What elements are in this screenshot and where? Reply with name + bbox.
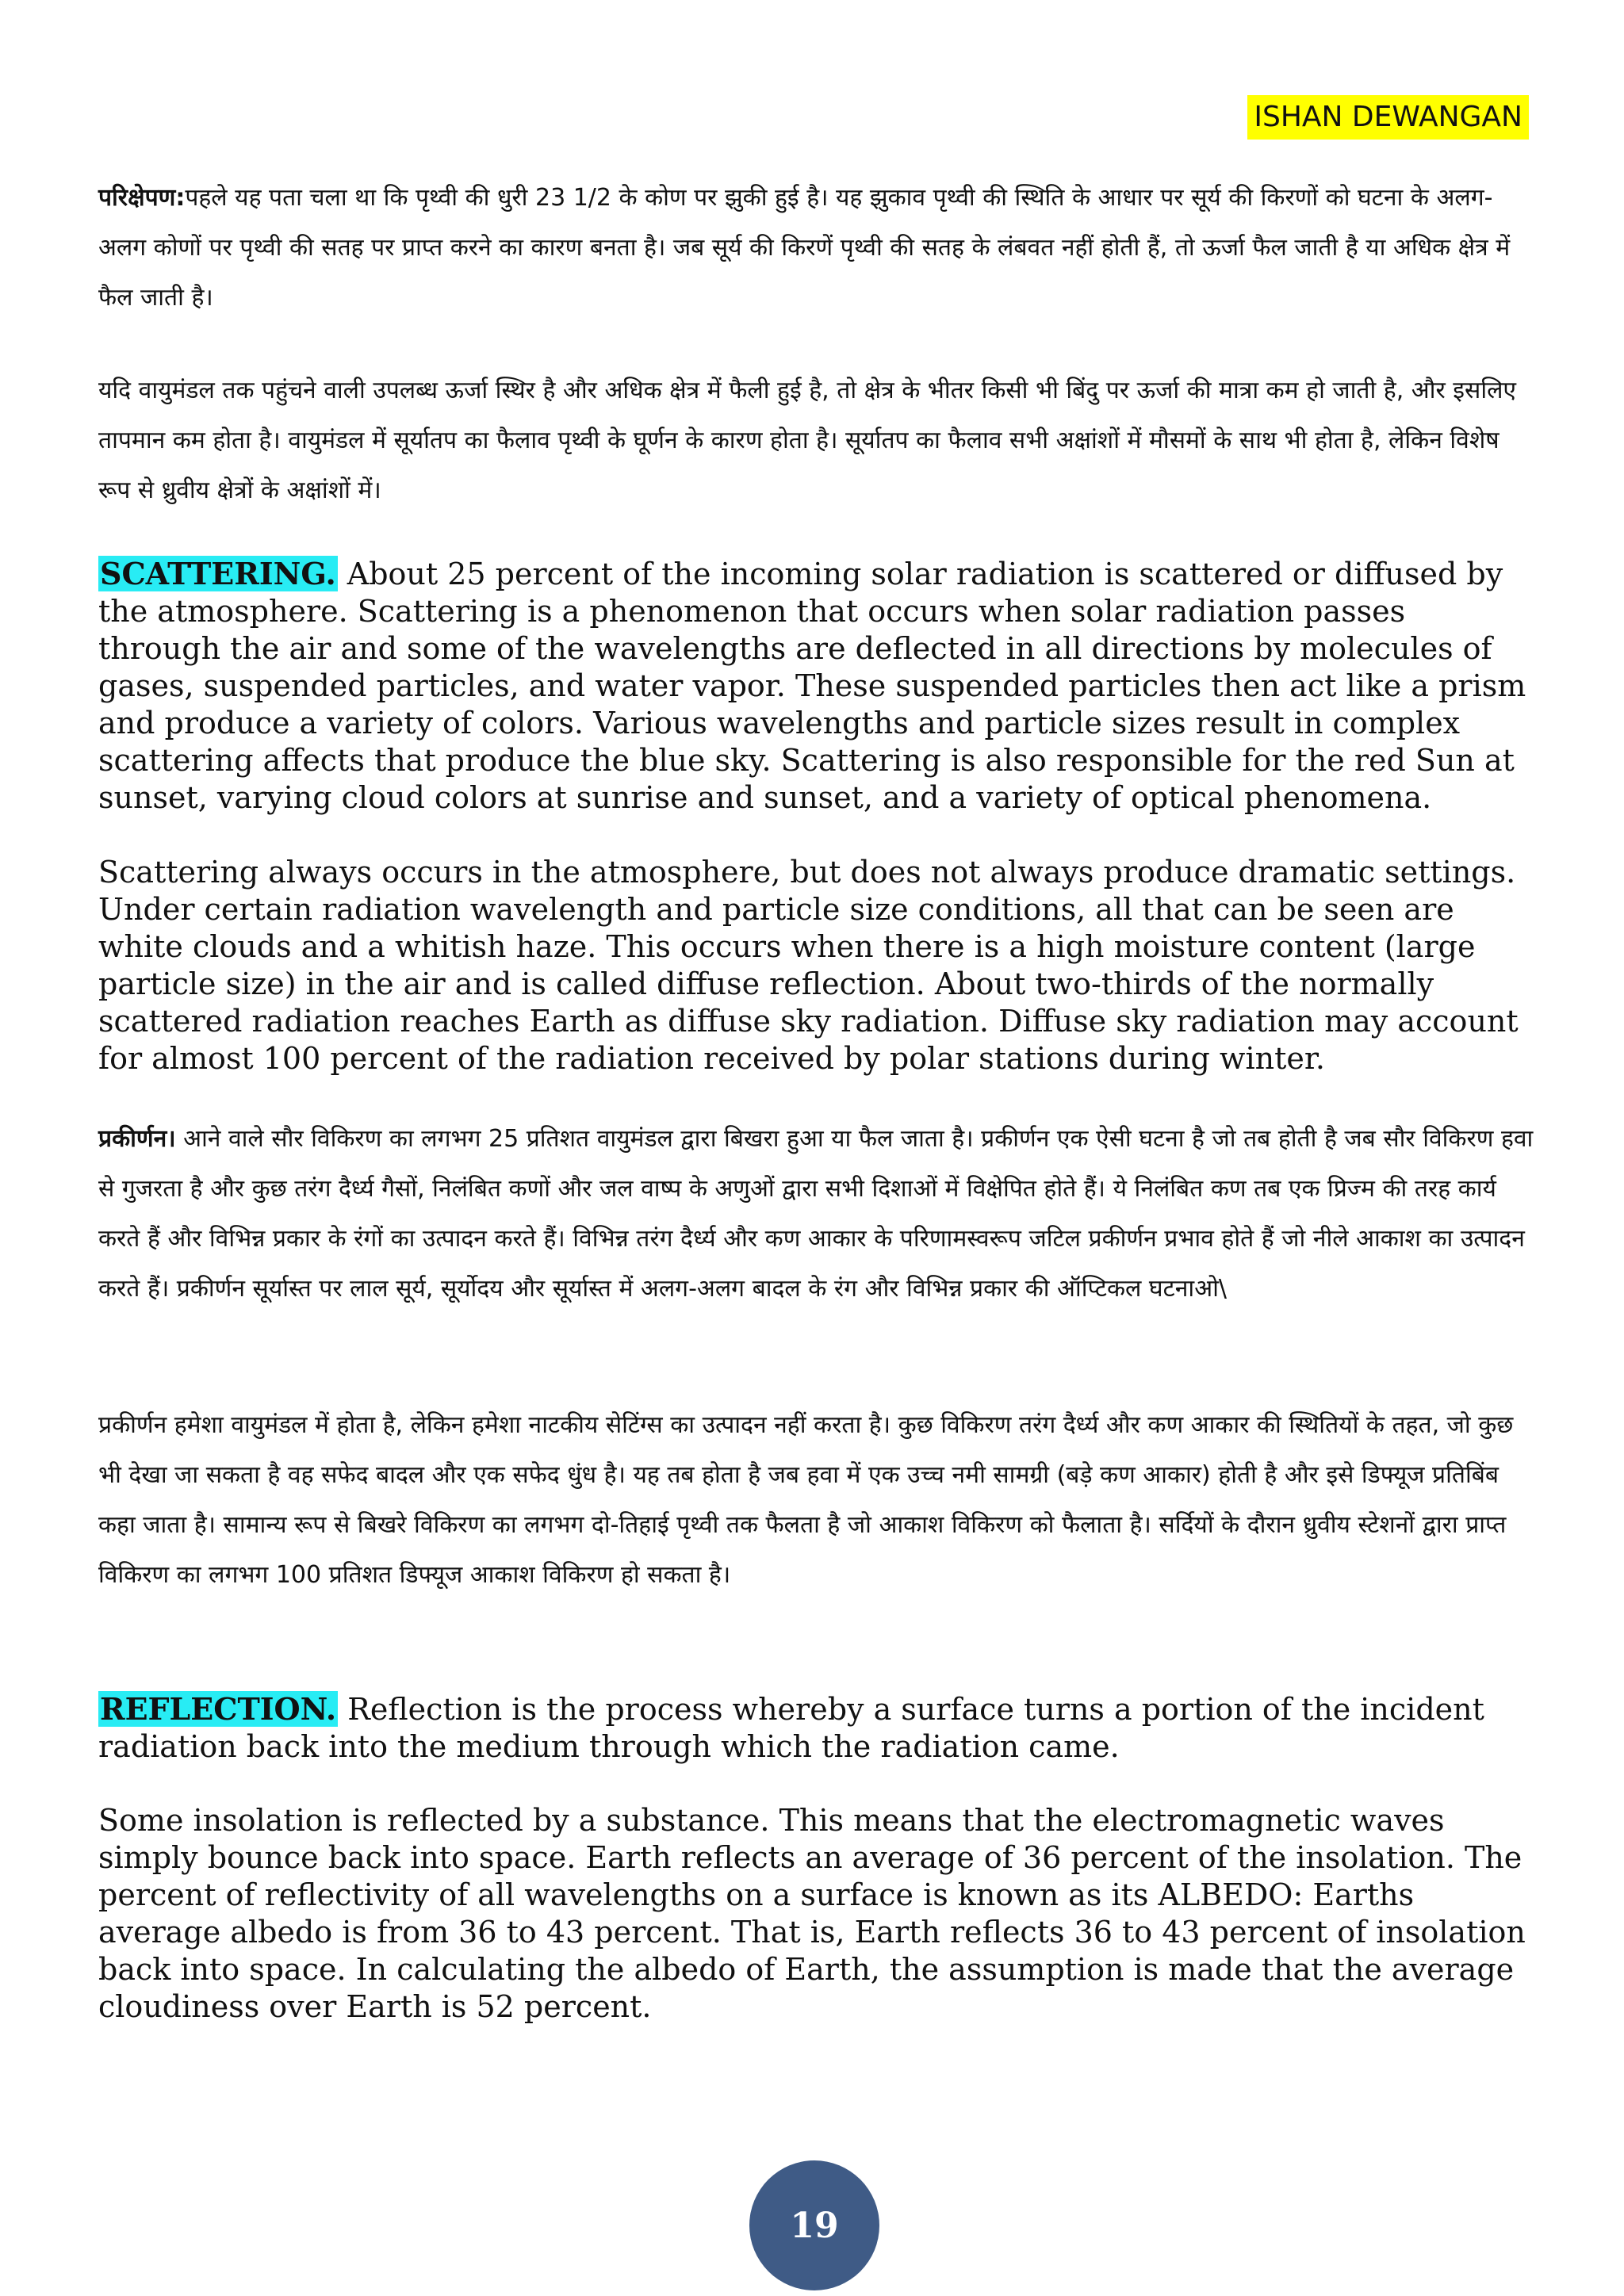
hindi-paragraph-1-lead: परिक्षेपण: — [98, 184, 186, 212]
hindi-paragraph-3-text: आने वाले सौर विकिरण का लगभग 25 प्रतिशत वायुमंडल द्वारा बिखरा हुआ या फैल जाता है। प्रकीर्णन एक ऐसी घटना है जो तब होती है जब सौर विकिरण हवा से गुजरता है और कुछ तरंग दैर्ध्य गैसों, निलंबित कणों और जल वाष्प के अणुओं द्वारा सभी दिशाओं में विक्षेपित होते हैं। ये निलंबित कण तब एक प्रिज्म की तरह कार्य करते हैं और विभिन्न प्रकार के रंगों का उत्पादन करते हैं। विभिन्न तरंग दैर्ध्य और कण आकार के परिणामस्वरूप जटिल प्रकीर्णन प्रभाव होते हैं जो नीले आकाश का उत्पादन करते हैं। प्रकीर्णन सूर्यास्त पर लाल सूर्य, सूर्योदय और सूर्यास्त में अलग-अलग बादल के रंग और विभिन्न प्रकार की ऑप्टिकल घटनाओ\ — [98, 1125, 1534, 1303]
scattering-paragraph-2 — [98, 854, 1535, 1077]
hindi-paragraph-4 — [98, 1400, 1535, 1600]
hindi-paragraph-3-lead: प्रकीर्णन। — [98, 1125, 176, 1153]
scattering-paragraph — [98, 555, 1535, 817]
page-number: 19 — [790, 2205, 839, 2246]
reflection-paragraph-2 — [98, 1802, 1535, 2026]
author-name: ISHAN DEWANGAN — [1247, 95, 1529, 140]
hindi-paragraph-2 — [98, 365, 1535, 515]
page-number-badge — [749, 2160, 879, 2290]
reflection-text: Reflection is the process whereby a surface turns a portion of the incident radiation back into the medium through which the radiation came. — [98, 1692, 1484, 1764]
hindi-paragraph-3 — [98, 1114, 1535, 1314]
scattering-2-text: Scattering always occurs in the atmosphere, but does not always produce dramatic settings. Under certain radiation wavelength and particle size conditions, all that can be seen are white clouds and a whitish haze. This occurs when there is a high moisture content (large particle size) in the air and is called diffuse reflection. About two-thirds of the normally scattered radiation reaches Earth as diffuse sky radiation. Diffuse sky radiation may account for almost 100 percent of the radiation received by polar stations during winter. — [98, 855, 1519, 1076]
reflection-heading: REFLECTION. — [100, 1691, 337, 1727]
reflection-2-text: Some insolation is reflected by a substance. This means that the electromagnetic waves simply bounce back into space. Earth reflects an average of 36 percent of the insolation. The percent of reflectivity of all wavelengths on a surface is known as its ALBEDO: Earths average albedo is from 36 to 43 percent. That is, Earth reflects 36 to 43 percent of insolation back into space. In calculating the albedo of Earth, the assumption is made that the average cloudiness over Earth is 52 percent. — [98, 1803, 1526, 2024]
scattering-heading: SCATTERING. — [100, 556, 336, 591]
reflection-paragraph — [98, 1690, 1535, 1766]
hindi-paragraph-4-text: प्रकीर्णन हमेशा वायुमंडल में होता है, लेकिन हमेशा नाटकीय सेटिंग्स का उत्पादन नहीं करता है। कुछ विकिरण तरंग दैर्ध्य और कण आकार की स्थितियों के तहत, जो कुछ भी देखा जा सकता है वह सफेद बादल और एक सफेद धुंध है। यह तब होता है जब हवा में एक उच्च नमी सामग्री (बड़े कण आकार) होती है और इसे डिफ्यूज प्रतिबिंब कहा जाता है। सामान्य रूप से बिखरे विकिरण का लगभग दो-तिहाई पृथ्वी तक फैलता है जो आकाश विकिरण को फैलाता है। सर्दियों के दौरान ध्रुवीय स्टेशनों द्वारा प्राप्त विकिरण का लगभग 100 प्रतिशत डिफ्यूज आकाश विकिरण हो सकता है। — [98, 1411, 1514, 1589]
hindi-paragraph-1-text: पहले यह पता चला था कि पृथ्वी की धुरी 23 1/2 के कोण पर झुकी हुई है। यह झुकाव पृथ्वी की स्थिति के आधार पर सूर्य की किरणों को घटना के अलग-अलग कोणों पर पृथ्वी की सतह पर प्राप्त करने का कारण बनता है। जब सूर्य की किरणें पृथ्वी की सतह के लंबवत नहीं होती हैं, तो ऊर्जा फैल जाती है या अधिक क्षेत्र में फैल जाती है। — [98, 184, 1511, 312]
hindi-paragraph-2-text: यदि वायुमंडल तक पहुंचने वाली उपलब्ध ऊर्जा स्थिर है और अधिक क्षेत्र में फैली हुई है, तो क्षेत्र के भीतर किसी भी बिंदु पर ऊर्जा की मात्रा कम हो जाती है, और इसलिए तापमान कम होता है। वायुमंडल में सूर्यातप का फैलाव पृथ्वी के घूर्णन के कारण होता है। सूर्यातप का फैलाव सभी अक्षांशों में मौसमों के साथ भी होता है, लेकिन विशेष रूप से ध्रुवीय क्षेत्रों के अक्षांशों में। — [98, 377, 1517, 504]
hindi-paragraph-1 — [98, 173, 1535, 323]
scattering-text: About 25 percent of the incoming solar radiation is scattered or diffused by the atmosphere. Scattering is a phenomenon that occurs when solar radiation passes through the air and some of the wavelengths are deflected in all directions by molecules of gases, suspended particles, and water vapor. These suspended particles then act like a prism and produce a variety of colors. Various wavelengths and particle sizes result in complex scattering affects that produce the blue sky. Scattering is also responsible for the red Sun at sunset, varying cloud colors at sunrise and sunset, and a variety of optical phenomena. — [98, 557, 1526, 815]
